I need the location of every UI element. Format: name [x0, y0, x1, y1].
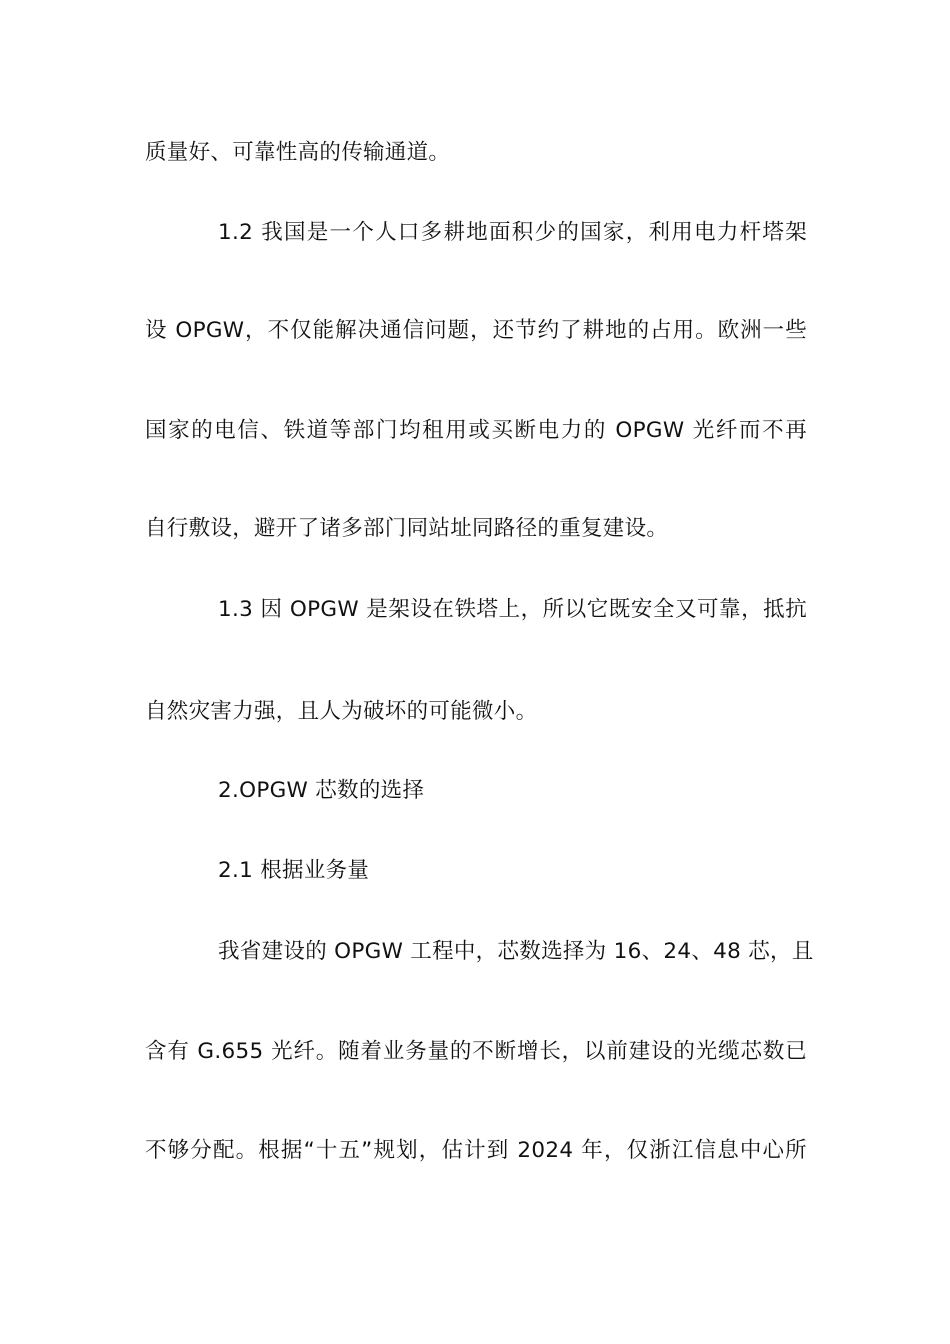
text-line: 1.3 因 OPGW 是架设在铁塔上，所以它既安全又可靠，抵抗	[218, 597, 807, 622]
text-line: 含有 G.655 光纤。随着业务量的不断增长，以前建设的光缆芯数已	[145, 1039, 807, 1064]
section-heading: 2.OPGW 芯数的选择	[218, 778, 425, 803]
subsection-heading: 2.1 根据业务量	[218, 858, 370, 883]
text-line: 自行敷设，避开了诸多部门同站址同路径的重复建设。	[145, 516, 669, 541]
text-line: 自然灾害力强，且人为破坏的可能微小。	[145, 699, 538, 724]
text-line: 我省建设的 OPGW 工程中，芯数选择为 16、24、48 芯，且	[218, 939, 814, 964]
text-line: 国家的电信、铁道等部门均租用或买断电力的 OPGW 光纤而不再	[145, 418, 807, 443]
text-line: 1.2 我国是一个人口多耕地面积少的国家，利用电力杆塔架	[218, 220, 807, 245]
text-line: 质量好、可靠性高的传输通道。	[145, 140, 451, 165]
text-line: 不够分配。根据“十五”规划，估计到 2024 年，仅浙江信息中心所	[145, 1138, 807, 1163]
text-line: 设 OPGW，不仅能解决通信问题，还节约了耕地的占用。欧洲一些	[145, 318, 807, 343]
